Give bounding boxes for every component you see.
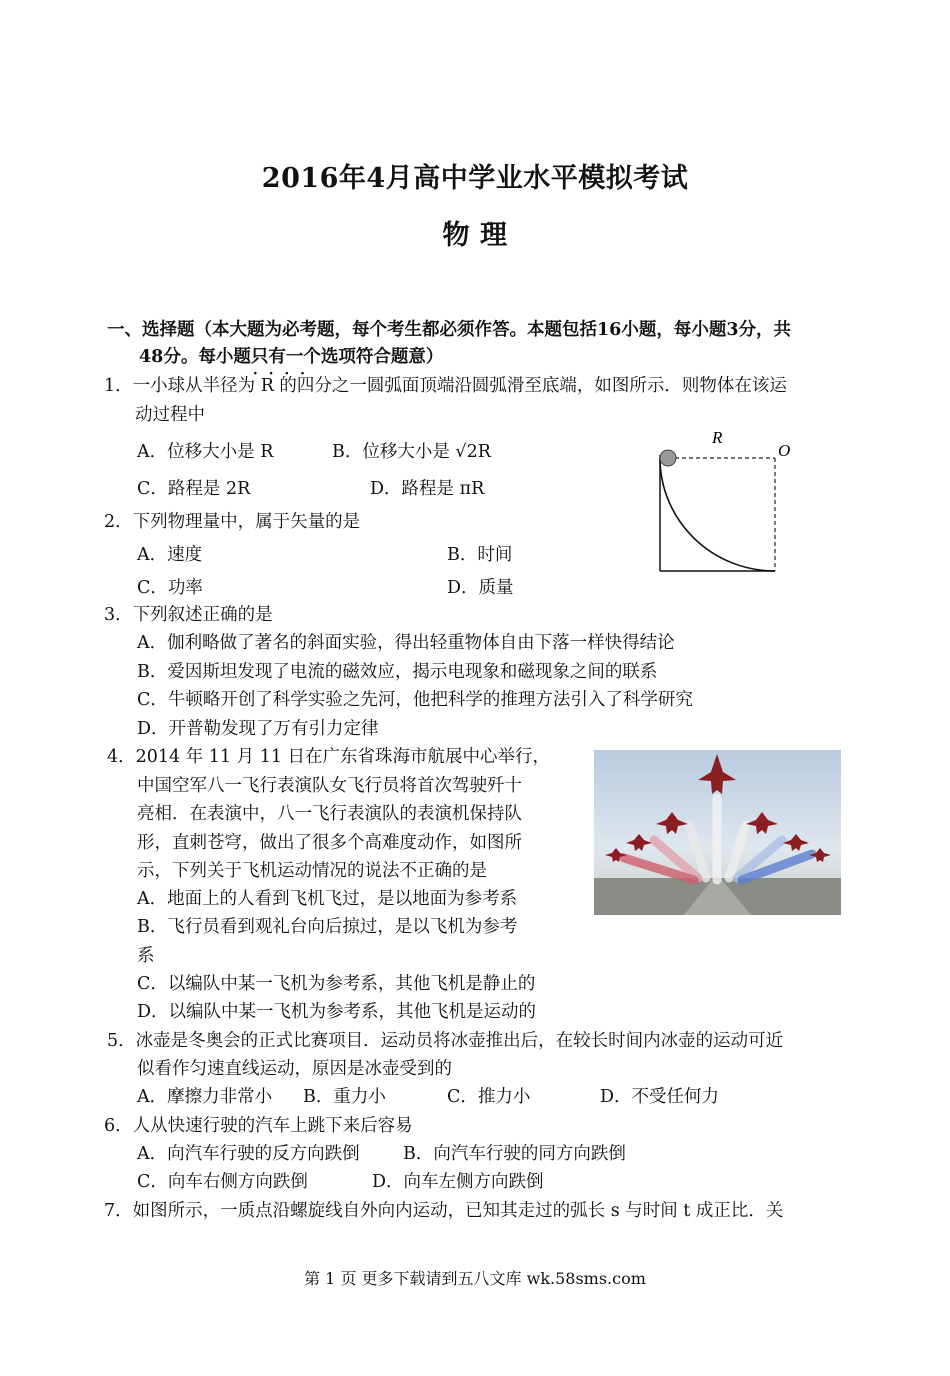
q4-stem: 4．2014 年 11 月 11 日在广东省珠海市航展中心举行， — [107, 747, 551, 767]
label-o: O — [778, 441, 791, 460]
arc-path — [660, 458, 775, 571]
emphasis-text: 只有一个 · · · · — [251, 347, 321, 367]
q6-option-b: B．向汽车行驶的同方向跌倒 — [403, 1144, 626, 1164]
q2-option-c: C．功率 — [137, 578, 203, 598]
aerobatic-team-photo — [594, 750, 841, 915]
page-footer: 第 1 页 更多下载请到五八文库 wk.58sms.com — [304, 1269, 646, 1288]
q6-option-c: C．向车右侧方向跌倒 — [137, 1172, 308, 1192]
q1-option-a: A．位移大小是 R — [137, 442, 274, 462]
q5-option-d: D．不受任何力 — [600, 1087, 720, 1107]
q1-stem-cont: 动过程中 — [135, 405, 205, 425]
q4-option-d: D．以编队中某一飞机为参考系，其他飞机是运动的 — [137, 1002, 537, 1022]
q1-option-c: C．路程是 2R — [137, 479, 251, 499]
subject-title: 物 理 — [442, 220, 508, 251]
q7-stem: 7．如图所示，一质点沿螺旋线自外向内运动，已知其走过的弧长 s 与时间 t 成正比．关 — [104, 1201, 784, 1221]
q4-stem-5: 示，下列关于飞机运动情况的说法不正确的是 — [137, 861, 487, 881]
q6-option-d: D．向车左侧方向跌倒 — [372, 1172, 544, 1192]
q4-option-a: A．地面上的人看到飞机飞过，是以地面为参考系 — [137, 889, 518, 909]
quarter-circle-figure — [650, 425, 800, 580]
q3-option-b: B．爱因斯坦发现了电流的磁效应，揭示电现象和磁现象之间的联系 — [137, 662, 658, 682]
q4-stem-3: 亮相．在表演中，八一飞行表演队的表演机保持队 — [137, 804, 522, 824]
q5-option-a: A．摩擦力非常小 — [137, 1087, 273, 1107]
q4-option-b-cont: 系 — [137, 946, 155, 966]
q4-option-b: B．飞行员看到观礼台向后掠过，是以飞机为参考 — [137, 917, 518, 937]
ball-icon — [660, 450, 676, 466]
label-r: R — [712, 428, 723, 447]
q5-option-c: C．推力小 — [447, 1087, 531, 1107]
q2-option-d: D．质量 — [447, 578, 514, 598]
q1-stem: 1．一小球从半径为 R 的四分之一圆弧面顶端沿圆弧滑至底端，如图所示．则物体在该运 — [104, 376, 787, 396]
q6-stem: 6．人从快速行驶的汽车上跳下来后容易 — [104, 1116, 413, 1136]
section-heading: 一、选择题（本大题为必考题，每个考生都必须作答。本题包括16小题，每小题3分，共 — [107, 320, 792, 340]
q3-option-a: A．伽利略做了著名的斜面实验，得出轻重物体自由下落一样快得结论 — [137, 633, 675, 653]
q2-stem: 2．下列物理量中，属于矢量的是 — [104, 512, 361, 532]
q4-stem-2: 中国空军八一飞行表演队女飞行员将首次驾驶歼十 — [137, 776, 522, 796]
q3-option-c: C．牛顿略开创了科学实验之先河，他把科学的推理方法引入了科学研究 — [137, 690, 693, 710]
q2-option-a: A．速度 — [137, 545, 203, 565]
section-heading-cont: 48分。每小题只有一个 · · · ·选项符合题意） — [139, 345, 443, 369]
q5-stem-cont: 似看作匀速直线运动，原因是冰壶受到的 — [137, 1059, 452, 1079]
q6-option-a: A．向汽车行驶的反方向跌倒 — [137, 1144, 360, 1164]
q1-option-b: B．位移大小是 √2R — [332, 442, 491, 462]
q2-option-b: B．时间 — [447, 545, 513, 565]
q1-option-d: D．路程是 πR — [370, 479, 485, 499]
q5-stem: 5．冰壶是冬奥会的正式比赛项目．运动员将冰壶推出后，在较长时间内冰壶的运动可近 — [107, 1031, 784, 1051]
exam-title: 2016年4月高中学业水平模拟考试 — [261, 163, 689, 194]
q4-stem-4: 形，直刺苍穹，做出了很多个高难度动作，如图所 — [137, 833, 522, 853]
q5-option-b: B．重力小 — [303, 1087, 386, 1107]
q3-option-d: D．开普勒发现了万有引力定律 — [137, 719, 379, 739]
q3-stem: 3．下列叙述正确的是 — [104, 605, 273, 625]
q4-option-c: C．以编队中某一飞机为参考系，其他飞机是静止的 — [137, 974, 536, 994]
